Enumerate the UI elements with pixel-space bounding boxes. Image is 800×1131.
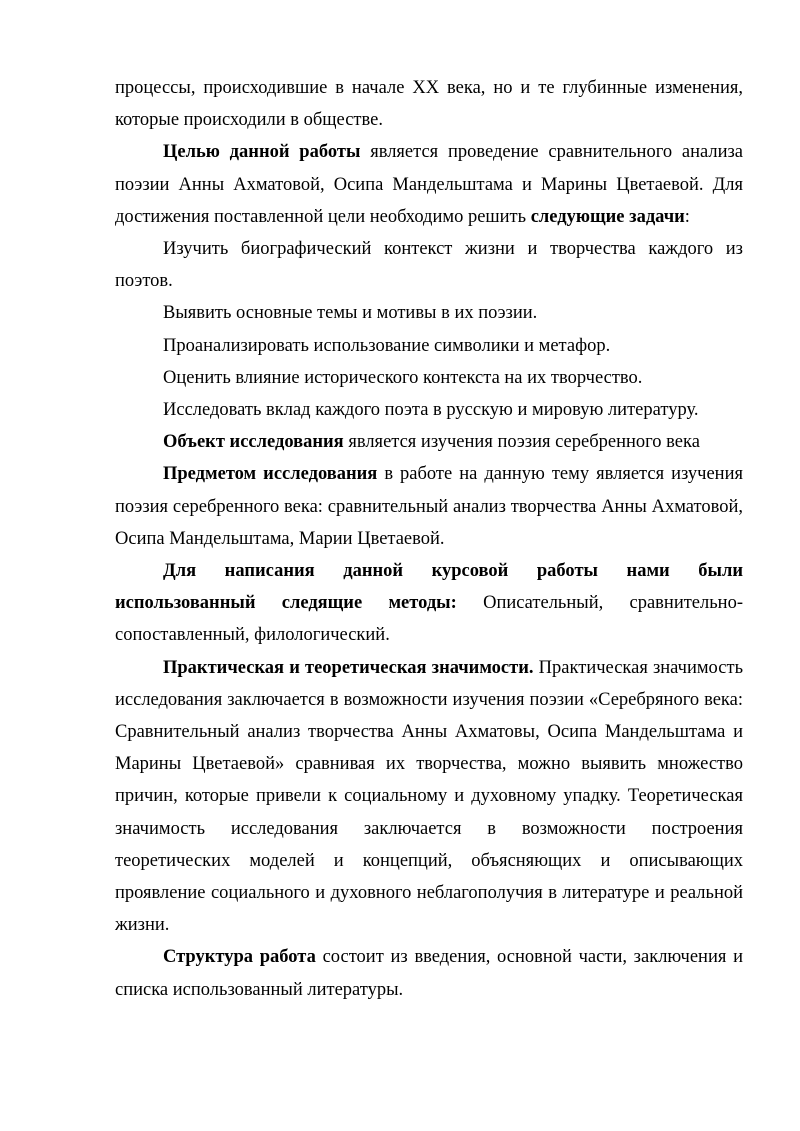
paragraph-text: Оценить влияние исторического контекста на их творчество. bbox=[163, 367, 643, 388]
task-item bbox=[115, 330, 743, 362]
paragraph-bold-lead: Для написания данной курсовой работы нами были использованный следящие методы: bbox=[115, 561, 743, 614]
paragraph-text: Исследовать вклад каждого поэта в русскую и мировую литературу. bbox=[163, 400, 699, 421]
task-item bbox=[115, 297, 743, 329]
paragraph-bold-lead: Практическая и теоретическая значимости. bbox=[163, 657, 534, 678]
paragraph-text: процессы, происходившие в начале XX века, но и те глубинные изменения, которые происходили в обществе. bbox=[115, 78, 743, 131]
paragraph-text: является проведение сравнительного анализа поэзии Анны Ахматовой, Осипа Мандельштама и Марины Цветаевой. Для достижения поставленной цели необходимо решить bbox=[115, 142, 744, 227]
paragraph-structure bbox=[115, 941, 743, 1005]
paragraph-text: Проанализировать использование символики и метафор. bbox=[163, 335, 611, 356]
paragraph-bold-lead: Целью данной работы bbox=[163, 142, 361, 163]
task-item bbox=[115, 233, 743, 297]
task-item bbox=[115, 394, 743, 426]
paragraph-text: в работе на данную тему является изучения поэзия серебренного века: сравнительный анализ творчества Анны Ахматовой, Осипа Мандельштама, Марии Цветаевой. bbox=[115, 464, 743, 549]
paragraph-text: Описательный, сравнительно-сопоставленный, филологический. bbox=[115, 593, 743, 646]
paragraph-text-end: : bbox=[684, 206, 690, 227]
paragraph-significance bbox=[115, 652, 743, 942]
paragraph-text: является изучения поэзия серебренного века bbox=[343, 432, 700, 453]
paragraph-text: Выявить основные темы и мотивы в их поэзии. bbox=[163, 303, 538, 324]
task-item bbox=[115, 362, 743, 394]
paragraph-text: состоит из введения, основной части, заключения и списка использованный литературы. bbox=[115, 947, 743, 1000]
paragraph-text: Изучить биографический контекст жизни и творчества каждого из поэтов. bbox=[115, 239, 743, 292]
paragraph-goal bbox=[115, 136, 743, 233]
paragraph-bold-inline: следующие задачи bbox=[530, 206, 685, 227]
paragraph-bold-lead: Объект исследования bbox=[163, 432, 344, 453]
paragraph-object bbox=[115, 426, 743, 458]
paragraph-bold-lead: Структура работа bbox=[163, 947, 316, 968]
paragraph-methods bbox=[115, 555, 743, 652]
paragraph-bold-lead: Предметом исследования bbox=[163, 464, 378, 485]
paragraph-continuation bbox=[115, 72, 743, 136]
paragraph-subject bbox=[115, 458, 743, 555]
paragraph-text: Практическая значимость исследования заключается в возможности изучения поэзии «Серебряного века: Сравнительный анализ творчества Анны Ахматовы, Осипа Мандельштама и Марины Цветаевой» сравнивая их творчества, можно выявить множество причин, которые привели к социальному и духовному упадку. Теоретическая значимость исследования заключается в возможности построения теоретических моделей и концепций, объясняющих и описывающих проявление социального и духовного неблагополучия в литературе и реальной жизни. bbox=[115, 657, 744, 936]
